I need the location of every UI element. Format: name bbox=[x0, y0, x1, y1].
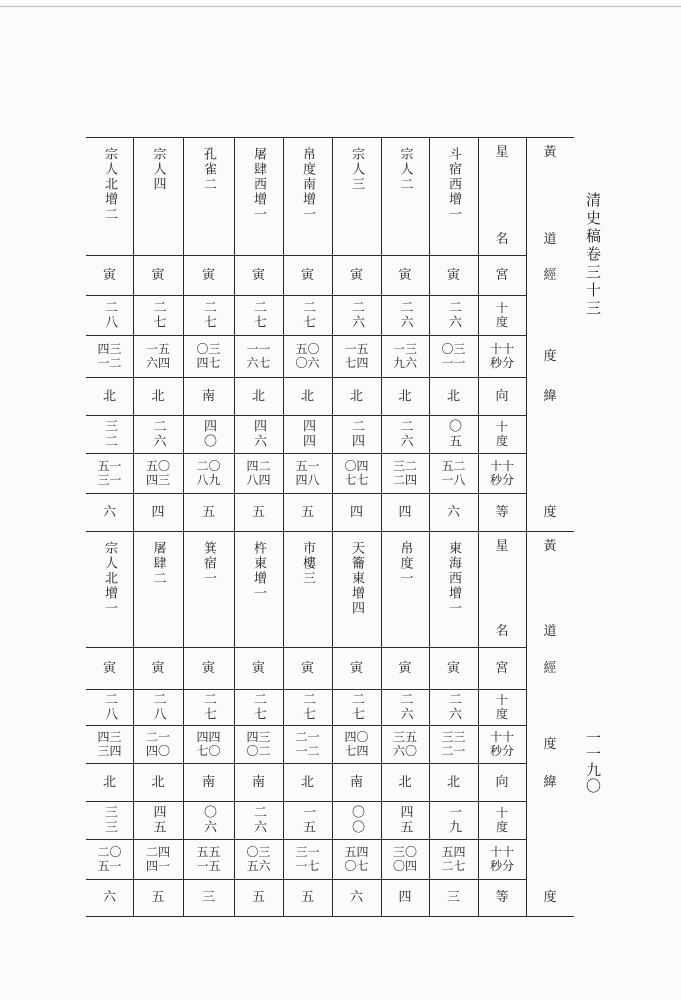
lower-jing-du: 二七 bbox=[251, 692, 266, 722]
lower-jing-du: 二六 bbox=[397, 692, 413, 722]
upper-jing-fen: 一五 六四 bbox=[145, 342, 170, 370]
upper-xiang: 北 bbox=[251, 388, 265, 404]
lower-gong: 寅 bbox=[398, 660, 412, 676]
lower-jing-du: 二八 bbox=[102, 692, 117, 722]
upper-jing-du: 二八 bbox=[102, 300, 117, 330]
lower-label-gong: 宮 bbox=[495, 660, 509, 676]
lower-xiang: 南 bbox=[251, 774, 265, 790]
lower-star-name: 屠肆二 bbox=[150, 541, 166, 586]
lower-label-xiang: 向 bbox=[495, 774, 509, 790]
upper-deng: 五 bbox=[251, 504, 265, 520]
lower-xiang: 南 bbox=[201, 774, 215, 790]
upper-header-wei: 緯 bbox=[543, 388, 557, 404]
lower-wei-fen: 二四 四一 bbox=[145, 845, 170, 873]
lower-star-name: 天籥東增四 bbox=[349, 541, 364, 616]
upper-gong: 寅 bbox=[102, 267, 116, 283]
lower-wei-fen: 三〇 〇四 bbox=[392, 845, 417, 873]
upper-star-name: 帛度南增一 bbox=[300, 147, 315, 222]
lower-gong: 寅 bbox=[151, 660, 165, 676]
upper-deng: 六 bbox=[102, 504, 116, 520]
lower-deng: 五 bbox=[300, 890, 314, 905]
lower-header-huangdao: 黃 道 bbox=[543, 539, 557, 639]
upper-xiang: 北 bbox=[102, 388, 116, 404]
upper-gong: 寅 bbox=[446, 267, 460, 283]
upper-jing-fen: 一五 七四 bbox=[344, 342, 369, 370]
upper-deng: 五 bbox=[201, 504, 215, 520]
lower-wei-fen: 三一 一七 bbox=[295, 845, 320, 873]
upper-star-name: 孔雀二 bbox=[201, 147, 216, 192]
lower-gong: 寅 bbox=[201, 660, 215, 676]
upper-jing-fen: 四三 一二 bbox=[97, 342, 122, 370]
lower-star-name: 東海西增一 bbox=[446, 541, 461, 616]
upper-xiang: 北 bbox=[398, 388, 412, 404]
lower-gong: 寅 bbox=[251, 660, 265, 676]
lower-jing-du: 二七 bbox=[201, 692, 216, 722]
lower-wei-fen: 五四 〇七 bbox=[344, 845, 369, 873]
lower-header-wei: 緯 bbox=[543, 774, 557, 790]
upper-star-name: 屠肆西增一 bbox=[251, 147, 266, 222]
running-title: 清史稿卷三十三 bbox=[584, 192, 602, 318]
upper-gong: 寅 bbox=[300, 267, 314, 283]
lower-jing-du: 二七 bbox=[349, 692, 364, 722]
upper-jing-du: 二六 bbox=[446, 300, 461, 330]
upper-star-name: 宗人三 bbox=[349, 147, 364, 192]
upper-xiang: 北 bbox=[300, 388, 314, 404]
upper-wei-du: 四四 bbox=[300, 419, 315, 449]
upper-jing-du: 二六 bbox=[349, 300, 364, 330]
lower-wei-du: 〇〇 bbox=[349, 805, 364, 835]
upper-label-xing-ming: 星 名 bbox=[495, 145, 509, 247]
lower-gong: 寅 bbox=[300, 660, 314, 676]
upper-gong: 寅 bbox=[251, 267, 265, 283]
lower-xiang: 北 bbox=[300, 774, 314, 790]
upper-label-du: 十 度 bbox=[495, 301, 508, 329]
star-catalog-table bbox=[86, 137, 574, 916]
upper-jing-du: 二七 bbox=[201, 300, 216, 330]
upper-label-miaofen: 十十 秒分 bbox=[489, 342, 514, 370]
upper-deng: 四 bbox=[398, 504, 412, 520]
lower-gong: 寅 bbox=[102, 660, 116, 676]
upper-gong: 寅 bbox=[349, 267, 363, 283]
lower-wei-du: 二六 bbox=[251, 805, 266, 835]
upper-label-gong: 宮 bbox=[495, 267, 509, 283]
lower-jing-fen: 四三 三四 bbox=[97, 730, 122, 758]
lower-wei-du: 一九 bbox=[446, 805, 461, 835]
lower-label-du: 十 度 bbox=[495, 693, 508, 721]
lower-deng: 六 bbox=[102, 890, 116, 905]
lower-xiang: 南 bbox=[349, 774, 363, 790]
upper-wei-fen: 四二 八四 bbox=[246, 459, 271, 487]
lower-deng: 五 bbox=[151, 890, 165, 905]
upper-wei-du: 〇五 bbox=[446, 419, 461, 449]
lower-wei-fen: 五五 一五 bbox=[196, 845, 221, 873]
lower-label-du-b: 十 度 bbox=[495, 806, 508, 834]
upper-jing-du: 二七 bbox=[300, 300, 315, 330]
lower-star-name: 箕宿一 bbox=[201, 541, 216, 586]
upper-wei-du: 三二 bbox=[102, 419, 117, 449]
table-bottom-border bbox=[86, 916, 574, 917]
upper-wei-fen: 三二 二四 bbox=[392, 459, 417, 487]
lower-label-deng: 等 bbox=[495, 890, 509, 905]
upper-gong: 寅 bbox=[151, 267, 165, 283]
upper-deng: 六 bbox=[446, 504, 460, 520]
upper-wei-du: 四六 bbox=[251, 419, 266, 449]
upper-label-du-b: 十 度 bbox=[495, 420, 508, 448]
upper-jing-fen: 〇三 四七 bbox=[196, 342, 221, 370]
lower-xiang: 北 bbox=[102, 774, 116, 790]
lower-jing-fen: 二一 一二 bbox=[295, 730, 320, 758]
lower-deng: 四 bbox=[398, 890, 412, 905]
lower-xiang: 北 bbox=[151, 774, 165, 790]
page-number: 一一九〇 bbox=[584, 730, 602, 794]
lower-label-miaofen-b: 十十 秒分 bbox=[489, 845, 514, 873]
upper-gong: 寅 bbox=[398, 267, 412, 283]
upper-star-name: 宗人二 bbox=[397, 147, 413, 192]
lower-header-jing: 經 bbox=[543, 660, 557, 676]
lower-jing-du: 二六 bbox=[446, 692, 461, 722]
upper-wei-fen: 二〇 八九 bbox=[196, 459, 221, 487]
upper-deng: 四 bbox=[151, 504, 165, 520]
upper-star-name: 斗宿西增一 bbox=[446, 147, 461, 222]
lower-jing-fen: 三五 六〇 bbox=[392, 730, 417, 758]
lower-xiang: 北 bbox=[446, 774, 460, 790]
lower-deng: 三 bbox=[446, 890, 460, 905]
lower-xiang: 北 bbox=[398, 774, 412, 790]
lower-gong: 寅 bbox=[349, 660, 363, 676]
upper-star-name: 宗人北增二 bbox=[102, 147, 117, 222]
upper-wei-fen: 五一 四八 bbox=[295, 459, 320, 487]
upper-xiang: 北 bbox=[446, 388, 460, 404]
upper-xiang: 北 bbox=[151, 388, 165, 404]
lower-jing-fen: 二一 四〇 bbox=[145, 730, 170, 758]
upper-header-jing: 經 bbox=[543, 267, 557, 283]
upper-wei-fen: 五一 三一 bbox=[97, 459, 122, 487]
lower-star-name: 帛度一 bbox=[397, 541, 413, 586]
lower-wei-du: 四五 bbox=[150, 805, 166, 835]
lower-header-du: 度 bbox=[543, 736, 557, 752]
upper-jing-fen: 〇三 一一 bbox=[441, 342, 466, 370]
upper-label-xiang: 向 bbox=[495, 388, 509, 404]
lower-deng: 三 bbox=[201, 890, 215, 905]
lower-deng: 五 bbox=[251, 890, 265, 905]
upper-header-huangdao: 黃 道 bbox=[543, 145, 557, 247]
upper-label-miaofen-b: 十十 秒分 bbox=[489, 459, 514, 487]
upper-header-du: 度 bbox=[543, 348, 557, 364]
upper-deng: 四 bbox=[349, 504, 363, 520]
upper-deng: 五 bbox=[300, 504, 314, 520]
upper-jing-fen: 一一 六七 bbox=[246, 342, 271, 370]
lower-wei-fen: 〇三 五六 bbox=[246, 845, 271, 873]
upper-wei-fen: 〇四 七七 bbox=[344, 459, 369, 487]
upper-jing-fen: 五〇 〇六 bbox=[295, 342, 320, 370]
upper-jing-fen: 一三 九六 bbox=[392, 342, 417, 370]
upper-wei-du: 二六 bbox=[150, 419, 166, 449]
upper-jing-du: 二七 bbox=[251, 300, 266, 330]
upper-wei-du: 二六 bbox=[397, 419, 413, 449]
upper-gong: 寅 bbox=[201, 267, 215, 283]
lower-jing-fen: 三三 二一 bbox=[441, 730, 466, 758]
lower-wei-du: 一五 bbox=[300, 805, 315, 835]
lower-star-name: 宗人北增一 bbox=[102, 541, 117, 616]
upper-wei-fen: 五〇 四三 bbox=[145, 459, 170, 487]
lower-deng: 六 bbox=[349, 890, 363, 905]
upper-xiang: 北 bbox=[349, 388, 363, 404]
upper-label-deng: 等 bbox=[495, 504, 509, 520]
lower-star-name: 杵東增一 bbox=[251, 541, 266, 601]
lower-label-miaofen: 十十 秒分 bbox=[489, 730, 514, 758]
lower-wei-fen: 二〇 五一 bbox=[97, 845, 122, 873]
lower-header-du: 度 bbox=[543, 890, 557, 905]
lower-gong: 寅 bbox=[446, 660, 460, 676]
upper-xiang: 南 bbox=[201, 388, 215, 404]
upper-wei-du: 四〇 bbox=[201, 419, 216, 449]
upper-jing-du: 二七 bbox=[150, 300, 166, 330]
lower-wei-du: 三三 bbox=[102, 805, 117, 835]
lower-label-xing-ming: 星 名 bbox=[495, 539, 509, 639]
lower-wei-du: 四五 bbox=[397, 805, 413, 835]
lower-jing-fen: 四〇 七四 bbox=[344, 730, 369, 758]
lower-star-name: 市樓三 bbox=[300, 541, 315, 586]
lower-jing-fen: 四四 七〇 bbox=[196, 730, 221, 758]
lower-wei-fen: 五四 二七 bbox=[441, 845, 466, 873]
upper-jing-du: 二六 bbox=[397, 300, 413, 330]
top-rule bbox=[0, 6, 681, 7]
lower-jing-fen: 四三 〇二 bbox=[246, 730, 271, 758]
lower-jing-du: 二七 bbox=[300, 692, 315, 722]
upper-wei-du: 二四 bbox=[349, 419, 364, 449]
upper-star-name: 宗人四 bbox=[150, 147, 166, 192]
upper-wei-fen: 五二 一八 bbox=[441, 459, 466, 487]
lower-wei-du: 〇六 bbox=[201, 805, 216, 835]
upper-header-du: 度 bbox=[543, 504, 557, 520]
lower-jing-du: 二八 bbox=[150, 692, 166, 722]
